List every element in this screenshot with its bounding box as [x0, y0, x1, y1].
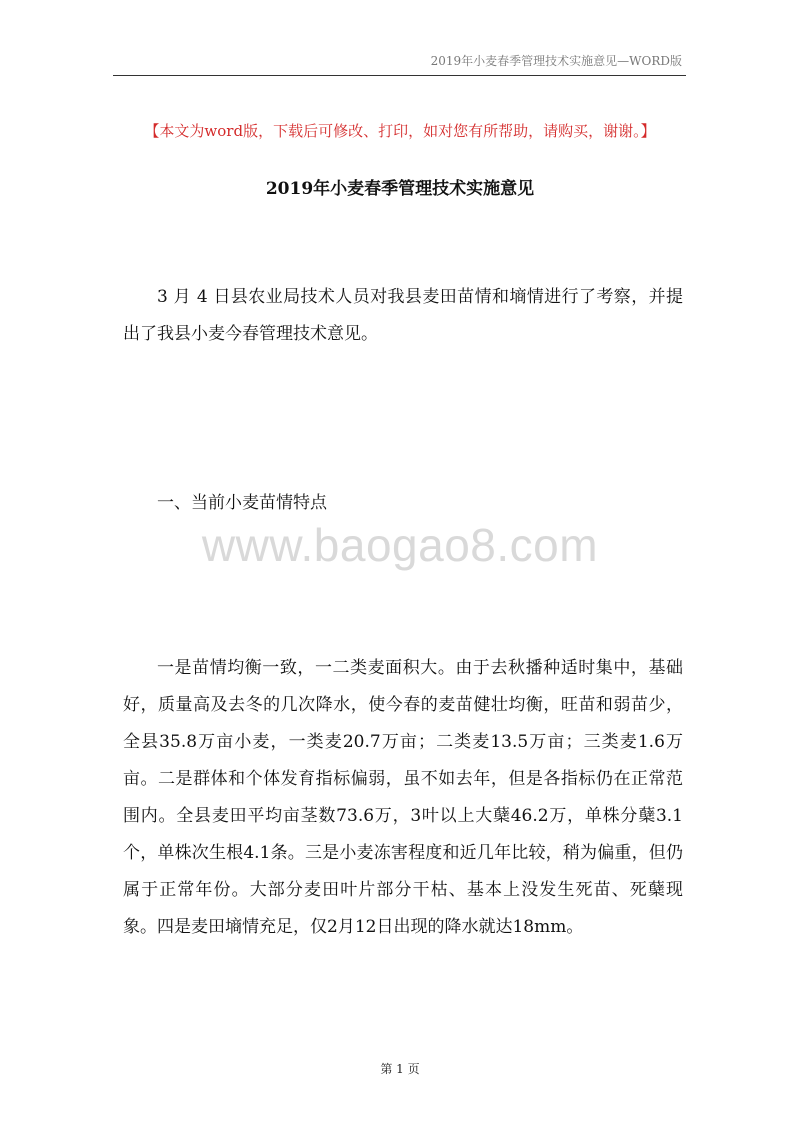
- page-number: 第 1 页: [380, 1062, 420, 1076]
- section-heading: 一、当前小麦苗情特点: [157, 493, 327, 513]
- download-notice: 【本文为word版，下载后可修改、打印，如对您有所帮助，请购买，谢谢。】: [144, 122, 656, 140]
- document-title: 2019年小麦春季管理技术实施意见: [265, 179, 535, 199]
- header-divider: [113, 75, 686, 76]
- running-header: 2019年小麦春季管理技术实施意见—WORD版: [430, 54, 682, 68]
- watermark: www.baogao8.com: [201, 519, 599, 571]
- body-paragraph: 一是苗情均衡一致，一二类麦面积大。由于去秋播种适时集中，基础好，质量高及去冬的几次降水，使今春的麦苗健壮均衡，旺苗和弱苗少，全县35.8万亩小麦，一类麦20.7万亩；二类麦13.5万亩；三类麦1.6万亩。二是群体和个体发育指标偏弱，虽不如去年，但是各指标仍在正常范围内。全县麦田平均亩茎数73.6万，3叶以上大蘖46.2万，单株分蘖3.1个，单株次生根4.1条。三是小麦冻害程度和近几年比较，稍为偏重，但仍属于正常年份。大部分麦田叶片部分干枯、基本上没发生死苗、死蘖现象。四是麦田墒情充足，仅2月12日出现的降水就达18mm。: [123, 658, 683, 937]
- intro-paragraph: 3 月 4 日县农业局技术人员对我县麦田苗情和墒情进行了考察，并提出了我县小麦今春管理技术意见。: [123, 287, 683, 344]
